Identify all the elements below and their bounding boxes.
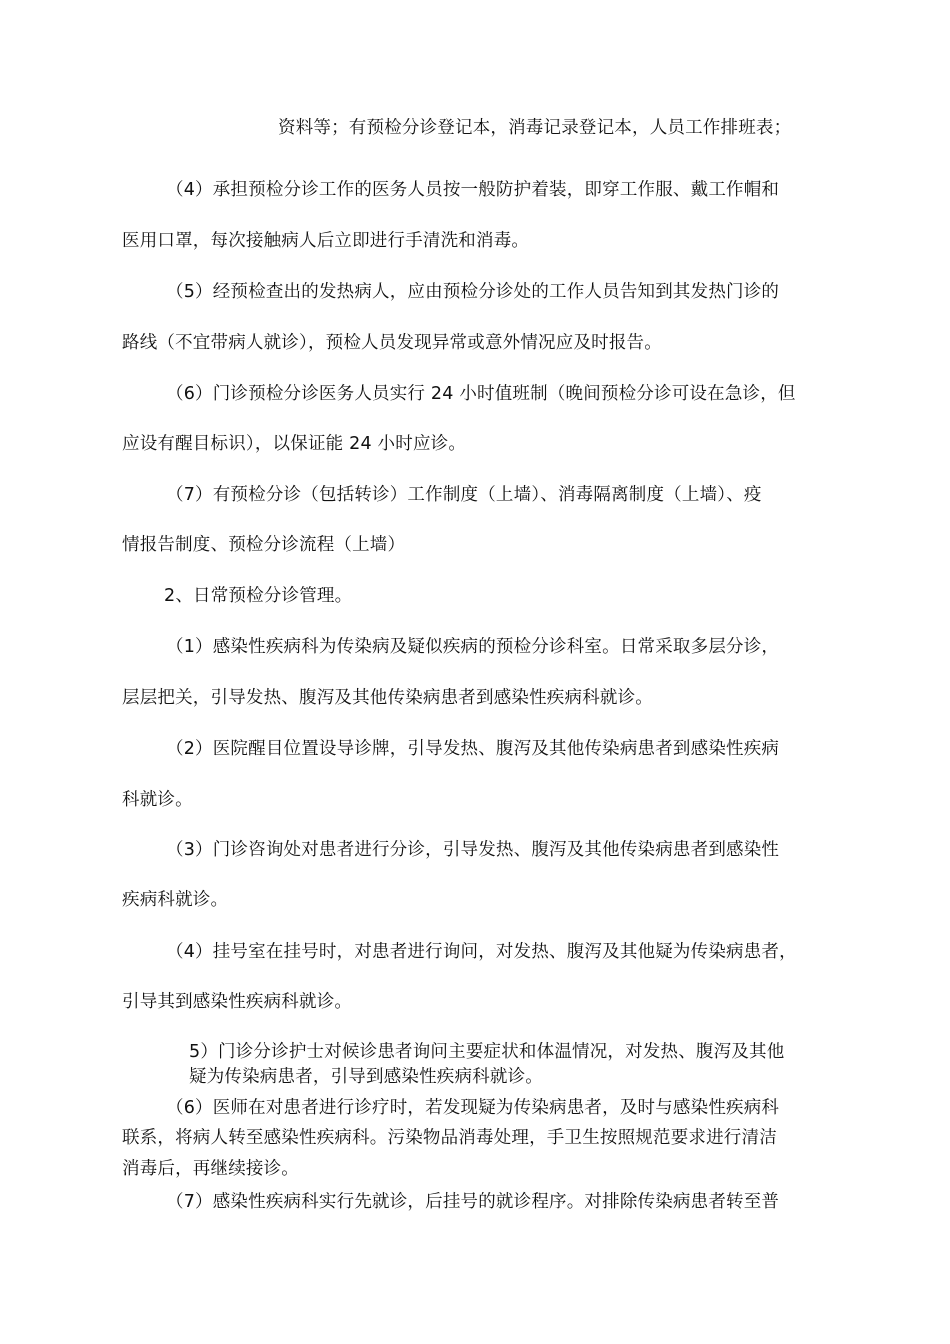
text-line: （6）门诊预检分诊医务人员实行 24 小时值班制（晚间预检分诊可设在急诊，但 [166, 384, 796, 404]
text-line: 消毒后，再继续接诊。 [122, 1159, 299, 1179]
text-line: （6）医师在对患者进行诊疗时，若发现疑为传染病患者，及时与感染性疾病科 [166, 1098, 780, 1118]
text-line: 路线（不宜带病人就诊），预检人员发现异常或意外情况应及时报告。 [122, 333, 662, 353]
text-line: 疾病科就诊。 [122, 890, 229, 910]
text-line: 引导其到感染性疾病科就诊。 [122, 992, 353, 1012]
text-line: （7）有预检分诊（包括转诊）工作制度（上墙）、消毒隔离制度（上墙）、疫 [166, 485, 762, 505]
text-line: 资料等；有预检分诊登记本，消毒记录登记本，人员工作排班表； [278, 118, 792, 138]
section-heading: 2、日常预检分诊管理。 [164, 586, 353, 606]
text-line: 情报告制度、预检分诊流程（上墙） [122, 535, 406, 555]
text-line: （7）感染性疾病科实行先就诊，后挂号的就诊程序。对排除传染病患者转至普 [166, 1192, 780, 1212]
text-line: （5）经预检查出的发热病人，应由预检分诊处的工作人员告知到其发热门诊的 [166, 282, 780, 302]
text-line: （3）门诊咨询处对患者进行分诊，引导发热、腹泻及其他传染病患者到感染性 [166, 840, 780, 860]
text-line: 5）门诊分诊护士对候诊患者询问主要症状和体温情况，对发热、腹泻及其他 [189, 1042, 785, 1062]
text-line: （1）感染性疾病科为传染病及疑似疾病的预检分诊科室。日常采取多层分诊， [166, 637, 780, 657]
text-line: 科就诊。 [122, 790, 193, 810]
text-line: 层层把关，引导发热、腹泻及其他传染病患者到感染性疾病科就诊。 [122, 688, 653, 708]
text-line: 联系，将病人转至感染性疾病科。污染物品消毒处理，手卫生按照规范要求进行清洁 [122, 1128, 777, 1148]
text-line: （4）承担预检分诊工作的医务人员按一般防护着装，即穿工作服、戴工作帽和 [166, 180, 780, 200]
text-line: 疑为传染病患者，引导到感染性疾病科就诊。 [189, 1067, 543, 1087]
text-line: 医用口罩，每次接触病人后立即进行手清洗和消毒。 [122, 231, 530, 251]
text-line: （4）挂号室在挂号时，对患者进行询问，对发热、腹泻及其他疑为传染病患者， [166, 942, 797, 962]
text-line: （2）医院醒目位置设导诊牌，引导发热、腹泻及其他传染病患者到感染性疾病 [166, 739, 780, 759]
text-line: 应设有醒目标识），以保证能 24 小时应诊。 [122, 434, 467, 454]
